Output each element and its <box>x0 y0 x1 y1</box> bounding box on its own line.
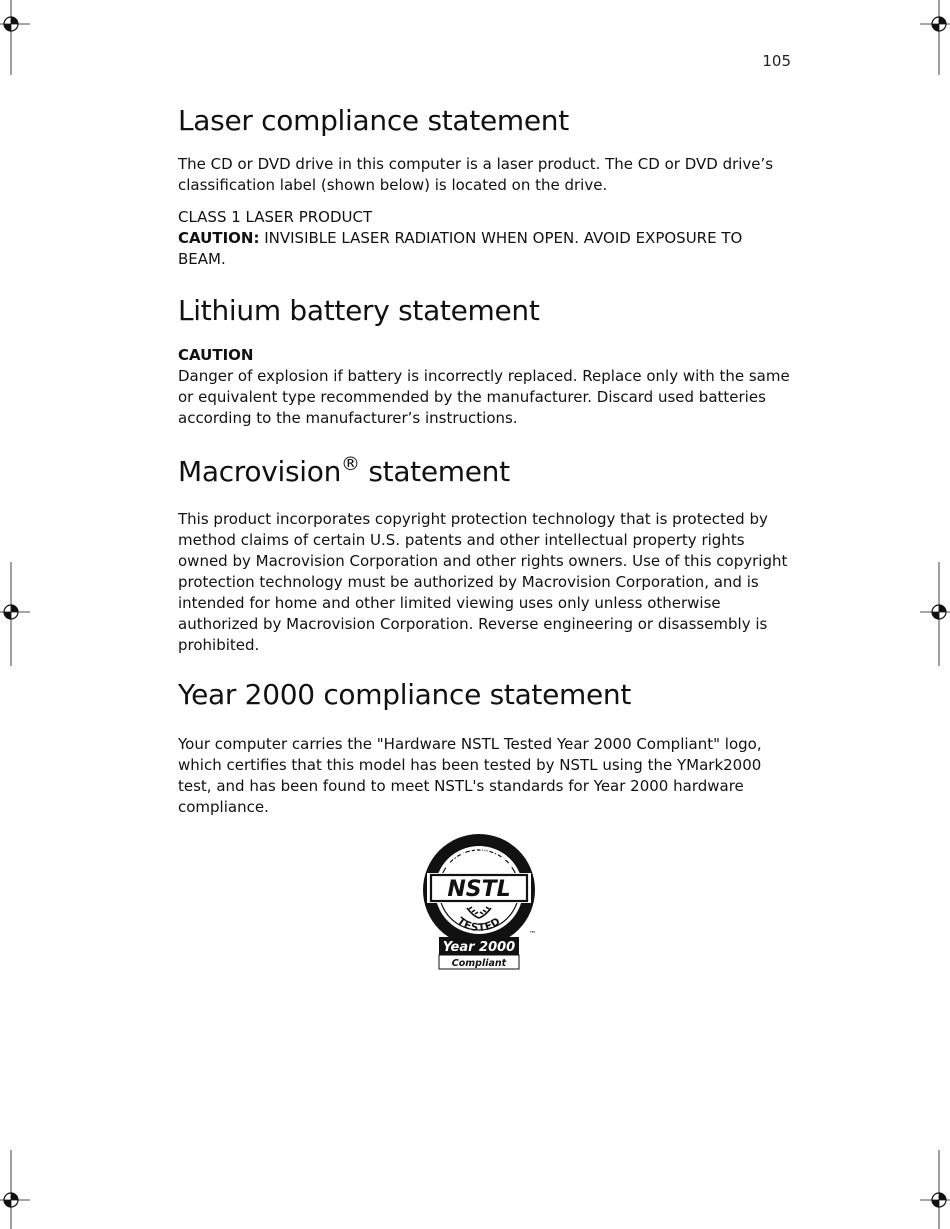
lithium-caution-title: CAUTION <box>178 346 254 364</box>
laser-heading: Laser compliance statement <box>178 104 569 137</box>
registration-mark-icon <box>0 0 40 80</box>
laser-body: The CD or DVD drive in this computer is a laser product. The CD or DVD drive’s classification label (shown below) is located on the drive. <box>178 155 774 194</box>
logo-top-arc: HARDWARE <box>440 844 517 873</box>
page-number: 105 <box>762 52 791 70</box>
logo-tm: ™ <box>528 930 536 938</box>
logo-banner: Year 2000 <box>442 940 515 955</box>
registration-mark-icon <box>910 562 950 666</box>
macrovision-body: This product incorporates copyright protection technology that is protected by method claims of certain U.S. patents and other intellectual property rights owned by Macrovision Corporation and other rights owners. Use of this copyright protection technology must be authorized by Macrovision Corporation, and is intended for home and other limited viewing uses only unless otherwise authorized by Macrovision Corporation. Reverse engineering or disassembly is prohibited. <box>178 510 788 654</box>
page-content <box>178 104 793 972</box>
laser-class-line: CLASS 1 LASER PRODUCT <box>178 208 373 226</box>
registration-mark-icon <box>0 1150 40 1229</box>
logo-bottom-arc: TESTED <box>454 915 503 935</box>
nstl-logo-container <box>178 834 793 972</box>
registration-mark-icon <box>910 0 950 80</box>
registered-mark: ® <box>341 453 360 475</box>
nstl-year-2000-logo <box>417 834 541 972</box>
macrovision-heading-rest: statement <box>359 455 510 488</box>
laser-caution <box>178 228 793 270</box>
y2k-body: Your computer carries the "Hardware NSTL Tested Year 2000 Compliant" logo, which certifies that this model has been tested by NSTL using the YMark2000 test, and has been found to meet NSTL's standards for Year 2000 hardware compliance. <box>178 735 762 816</box>
logo-center-text: NSTL <box>446 877 511 902</box>
macrovision-heading-main: Macrovision <box>178 455 342 488</box>
y2k-heading: Year 2000 compliance statement <box>178 678 632 711</box>
laser-caution-text: INVISIBLE LASER RADIATION WHEN OPEN. AVOID EXPOSURE TO BEAM. <box>178 229 743 268</box>
macrovision-heading <box>178 455 793 489</box>
lithium-body: Danger of explosion if battery is incorrectly replaced. Replace only with the same or equivalent type recommended by the manufacturer. Discard used batteries according to the manufacturer’s instructions. <box>178 367 790 427</box>
logo-footer: Compliant <box>451 958 506 969</box>
lithium-heading: Lithium battery statement <box>178 294 540 327</box>
registration-mark-icon <box>0 562 40 666</box>
laser-caution-label: CAUTION: <box>178 229 260 247</box>
registration-mark-icon <box>910 1150 950 1229</box>
